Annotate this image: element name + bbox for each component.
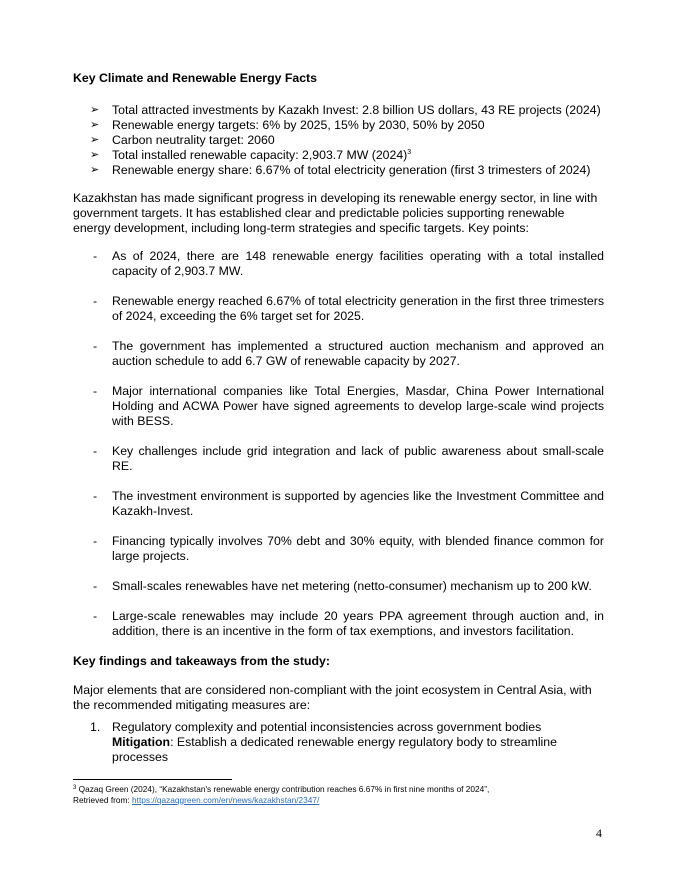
key-points-list xyxy=(73,249,604,639)
arrow-bullet-icon: ➢ xyxy=(90,164,100,176)
key-point: - Large-scale renewables may include 20 years PPA agreement through auction and, in addition, there is an incentive in the form of tax exemptions, and investors facilitation. xyxy=(93,609,604,638)
dash-bullet: - xyxy=(93,339,98,353)
section-heading: Key Climate and Renewable Energy Facts xyxy=(73,71,317,85)
footnote-ref[interactable]: 3 xyxy=(407,149,412,156)
fact-item: ➢ Carbon neutrality target: 2060 xyxy=(90,133,275,147)
page-content xyxy=(73,71,604,765)
arrow-bullet-icon: ➢ xyxy=(90,149,100,161)
findings-heading: Key findings and takeaways from the study: xyxy=(73,654,330,668)
fact-item: ➢ Renewable energy targets: 6% by 2025, 15% by 2030, 50% by 2050 xyxy=(90,118,485,132)
arrow-bullet-icon: ➢ xyxy=(90,104,100,116)
footnote-separator xyxy=(73,779,232,780)
facts-list xyxy=(73,103,604,178)
dash-bullet: - xyxy=(93,294,98,308)
finding-number: 1. xyxy=(90,720,101,734)
findings-intro: Major elements that are considered non-compliant with the joint ecosystem in Central Asia, with the recommended mitigating measures are: xyxy=(73,683,592,712)
key-point: - Small-scales renewables have net metering (netto-consumer) mechanism up to 200 kW. xyxy=(93,579,592,593)
dash-bullet: - xyxy=(93,249,98,263)
dash-bullet: - xyxy=(93,579,98,593)
key-point: - The investment environment is supported by agencies like the Investment Committee and Kazakh-Invest. xyxy=(93,489,604,518)
footnote-retrieved-label: Retrieved from: xyxy=(73,795,133,805)
arrow-bullet-icon: ➢ xyxy=(90,134,100,146)
mitigation-label: Mitigation xyxy=(112,735,171,749)
dash-bullet: - xyxy=(93,609,98,623)
dash-bullet: - xyxy=(93,384,98,398)
key-point: - The government has implemented a structured auction mechanism and approved an auction schedule to add 6.7 GW of renewable capacity by 2027. xyxy=(93,339,604,368)
fact-item: ➢ Total installed renewable capacity: 2,903.7 MW $(2024)^3$ xyxy=(90,148,412,162)
intro-paragraph: Kazakhstan has made significant progress in developing its renewable energy sector, in line with government targets. It has established clear and predictable policies supporting renewable energy development, including long-term strategies and specific targets. Key points: xyxy=(73,191,598,235)
fact-item: ➢ Renewable energy share: 6.67% of total electricity generation (first 3 trimesters of 2024) xyxy=(90,163,591,177)
dash-bullet: - xyxy=(93,489,98,503)
key-point: - Financing typically involves 70% debt and 30% equity, with blended finance common for large projects. xyxy=(93,534,604,563)
footnote-link[interactable]: https://qazaqgreen.com/en/news/kazakhstan/2347/ xyxy=(132,795,320,805)
key-point: - Major international companies like Total Energies, Masdar, China Power International Holding and ACWA Power have signed agreements to develop large-scale wind projects with BESS. xyxy=(93,384,604,428)
mitigation-text: : Establish a dedicated renewable energy regulatory body to streamline processes xyxy=(112,735,557,764)
key-point: - Key challenges include grid integration and lack of public awareness about small-scale RE. xyxy=(93,444,604,473)
dash-bullet: - xyxy=(93,534,98,548)
key-point: - As of 2024, there are 148 renewable energy facilities operating with a total installed capacity of 2,903.7 MW. xyxy=(93,249,604,278)
footnote-text: Qazaq Green (2024), “Kazakhstan's renewable energy contribution reaches 6.67% in first nine months of 2024”, xyxy=(76,784,490,794)
fact-item: ➢ Total attracted investments by Kazakh Invest: 2.8 billion US dollars, 43 RE projects (2024) xyxy=(90,103,601,117)
page-number: 4 xyxy=(596,826,602,840)
footnote-marker: 3 xyxy=(73,785,77,791)
finding-item xyxy=(73,720,604,765)
finding-text: Regulatory complexity and potential inconsistencies across government bodies xyxy=(112,720,542,734)
arrow-bullet-icon: ➢ xyxy=(90,119,100,131)
dash-bullet: - xyxy=(93,444,98,458)
key-point: - Renewable energy reached 6.67% of total electricity generation in the first three trimesters of 2024, exceeding the 6% target set for 2025. xyxy=(93,294,604,323)
findings-list xyxy=(73,720,604,765)
footnote xyxy=(73,784,604,806)
